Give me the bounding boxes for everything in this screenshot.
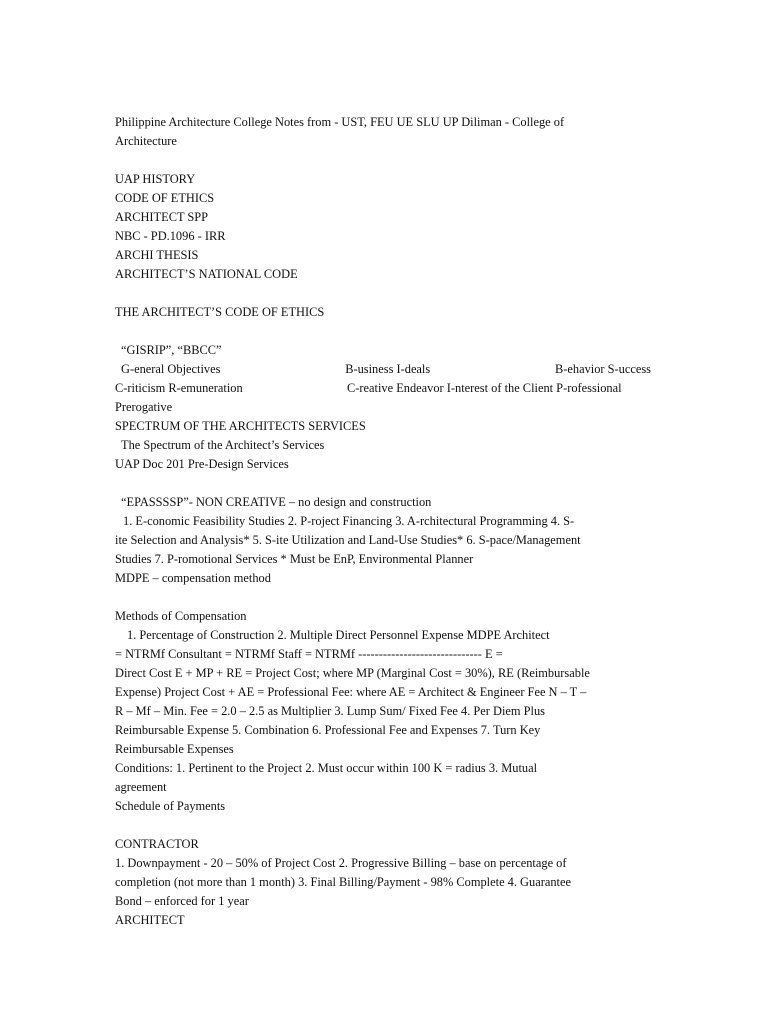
topic-item: ARCHI THESIS [115,248,199,262]
spectrum-doc: UAP Doc 201 Pre-Design Services [115,457,289,471]
architect-title: ARCHITECT [115,913,185,927]
ethics-term: B-usiness I-deals [345,362,431,376]
topic-item: ARCHITECT SPP [115,210,209,224]
topic-item: UAP HISTORY [115,172,196,186]
ethics-term: B-ehavior S-uccess [554,362,651,376]
contractor-title: CONTRACTOR [115,837,199,851]
compensation-line: 1. Percentage of Construction 2. Multiple Direct Personnel Expense MDPE Architect [127,628,550,642]
contractor-line: Bond – enforced for 1 year [115,894,249,908]
ethics-term: C-reative Endeavor I-nterest of the Client P-rofessional [347,381,622,395]
contractor-line: 1. Downpayment - 20 – 50% of Project Cost 2. Progressive Billing – base on percentage of [115,856,567,870]
compensation-title: Methods of Compensation [115,609,247,623]
mdpe-line: MDPE – compensation method [115,571,271,585]
epassssp-line: Studies 7. P-romotional Services * Must be EnP, Environmental Planner [115,552,474,566]
compensation-line: = NTRMf Consultant = NTRMf Staff = NTRMf ------------------------------ E = [115,647,503,661]
topic-item: ARCHITECT’S NATIONAL CODE [115,267,298,281]
header-line: Architecture [115,134,177,148]
ethics-term: C-riticism R-emuneration [115,381,243,395]
spectrum-title: SPECTRUM OF THE ARCHITECTS SERVICES [115,419,366,433]
epassssp-line: ite Selection and Analysis* 5. S-ite Utilization and Land-Use Studies* 6. S-pace/Management [115,533,581,547]
ethics-row [115,379,651,398]
compensation-line: Schedule of Payments [115,799,226,813]
epassssp-heading: “EPASSSSP”- NON CREATIVE – no design and construction [121,495,432,509]
compensation-line: Direct Cost E + MP + RE = Project Cost; where MP (Marginal Cost = 30%), RE (Reimbursable [115,666,590,680]
topic-item: NBC - PD.1096 - IRR [115,229,226,243]
document-body [115,113,651,930]
compensation-line: agreement [115,780,167,794]
ethics-term: G-eneral Objectives [121,362,221,376]
ethics-title: THE ARCHITECT’S CODE OF ETHICS [115,305,325,319]
ethics-row [115,360,651,379]
ethics-acronyms: “GISRIP”, “BBCC” [121,343,222,357]
spectrum-subtitle: The Spectrum of the Architect’s Services [121,438,325,452]
header-line: Philippine Architecture College Notes from - UST, FEU UE SLU UP Diliman - College of [115,115,565,129]
compensation-line: Expense) Project Cost + AE = Professional Fee: where AE = Architect & Engineer Fee N – T – [115,685,587,699]
contractor-line: completion (not more than 1 month) 3. Final Billing/Payment - 98% Complete 4. Guarantee [115,875,571,889]
compensation-line: Reimbursable Expense 5. Combination 6. Professional Fee and Expenses 7. Turn Key [115,723,541,737]
epassssp-line: 1. E-conomic Feasibility Studies 2. P-roject Financing 3. A-rchitectural Programming 4. S- [123,514,575,528]
compensation-line: Conditions: 1. Pertinent to the Project 2. Must occur within 100 K = radius 3. Mutual [115,761,538,775]
topic-list [115,170,651,284]
ethics-term: Prerogative [115,400,173,414]
topic-item: CODE OF ETHICS [115,191,215,205]
compensation-line: Reimbursable Expenses [115,742,234,756]
compensation-line: R – Mf – Min. Fee = 2.0 – 2.5 as Multiplier 3. Lump Sum/ Fixed Fee 4. Per Diem Plus [115,704,545,718]
